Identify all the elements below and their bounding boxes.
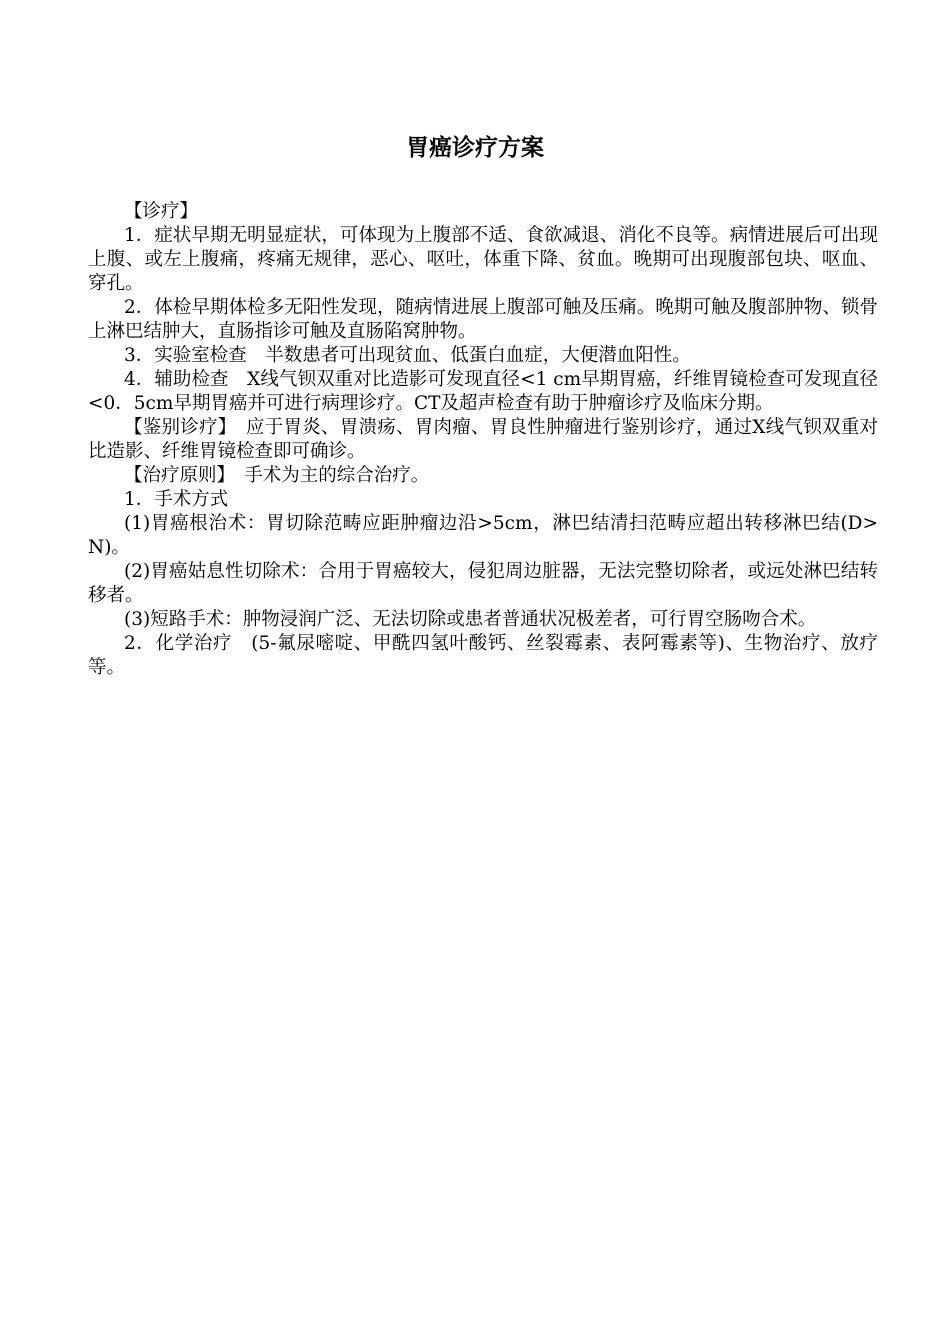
paragraph-surgery-methods: 1．手术方式: [124, 489, 229, 510]
page-title: 胃癌诊疗方案: [406, 135, 544, 161]
document-body: [88, 200, 878, 680]
paragraph-treatment-principle: 【治疗原则】 手术为主的综合治疗。: [124, 465, 430, 486]
paragraph-bypass-surgery: (3)短路手术：肿物浸润广泛、无法切除或患者普通状况极差者，可行胃空肠吻合术。: [124, 609, 817, 630]
section-heading-diagnosis: 【诊疗】: [124, 201, 199, 222]
paragraph-chemotherapy: 2．化学治疗 (5-氟尿嘧啶、甲酰四氢叶酸钙、丝裂霉素、表阿霉素等)、生物治疗、放疗等。: [88, 633, 878, 678]
paragraph-differential-diagnosis: 【鉴别诊疗】 应于胃炎、胃溃疡、胃肉瘤、胃良性肿瘤进行鉴别诊疗，通过X线气钡双重对比造影、纤维胃镜检查即可确诊。: [88, 417, 878, 462]
paragraph-physical-exam: 2．体检早期体检多无阳性发现，随病情进展上腹部可触及压痛。晚期可触及腹部肿物、锁骨上淋巴结肿大，直肠指诊可触及直肠陷窝肿物。: [88, 297, 878, 342]
paragraph-auxiliary-exam: 4．辅助检查 X线气钡双重对比造影可发现直径<1 cm早期胃癌，纤维胃镜检查可发现直径<0．5cm早期胃癌并可进行病理诊疗。CT及超声检查有助于肿瘤诊疗及临床分期。: [88, 369, 878, 414]
paragraph-symptoms: 1．症状早期无明显症状，可体现为上腹部不适、食欲减退、消化不良等。病情进展后可出现上腹、或左上腹痛，疼痛无规律，恶心、呕吐，体重下降、贫血。晚期可出现腹部包块、呕血、穿孔。: [88, 225, 878, 294]
paragraph-radical-gastrectomy: (1)胃癌根治术：胃切除范畴应距肿瘤边沿>5cm，淋巴结清扫范畴应超出转移淋巴结(D>N)。: [88, 513, 878, 558]
paragraph-lab-tests: 3．实验室检查 半数患者可出现贫血、低蛋白血症，大便潜血阳性。: [124, 345, 691, 366]
paragraph-palliative-resection: (2)胃癌姑息性切除术：合用于胃癌较大，侵犯周边脏器，无法完整切除者，或远处淋巴结转移者。: [88, 561, 878, 606]
